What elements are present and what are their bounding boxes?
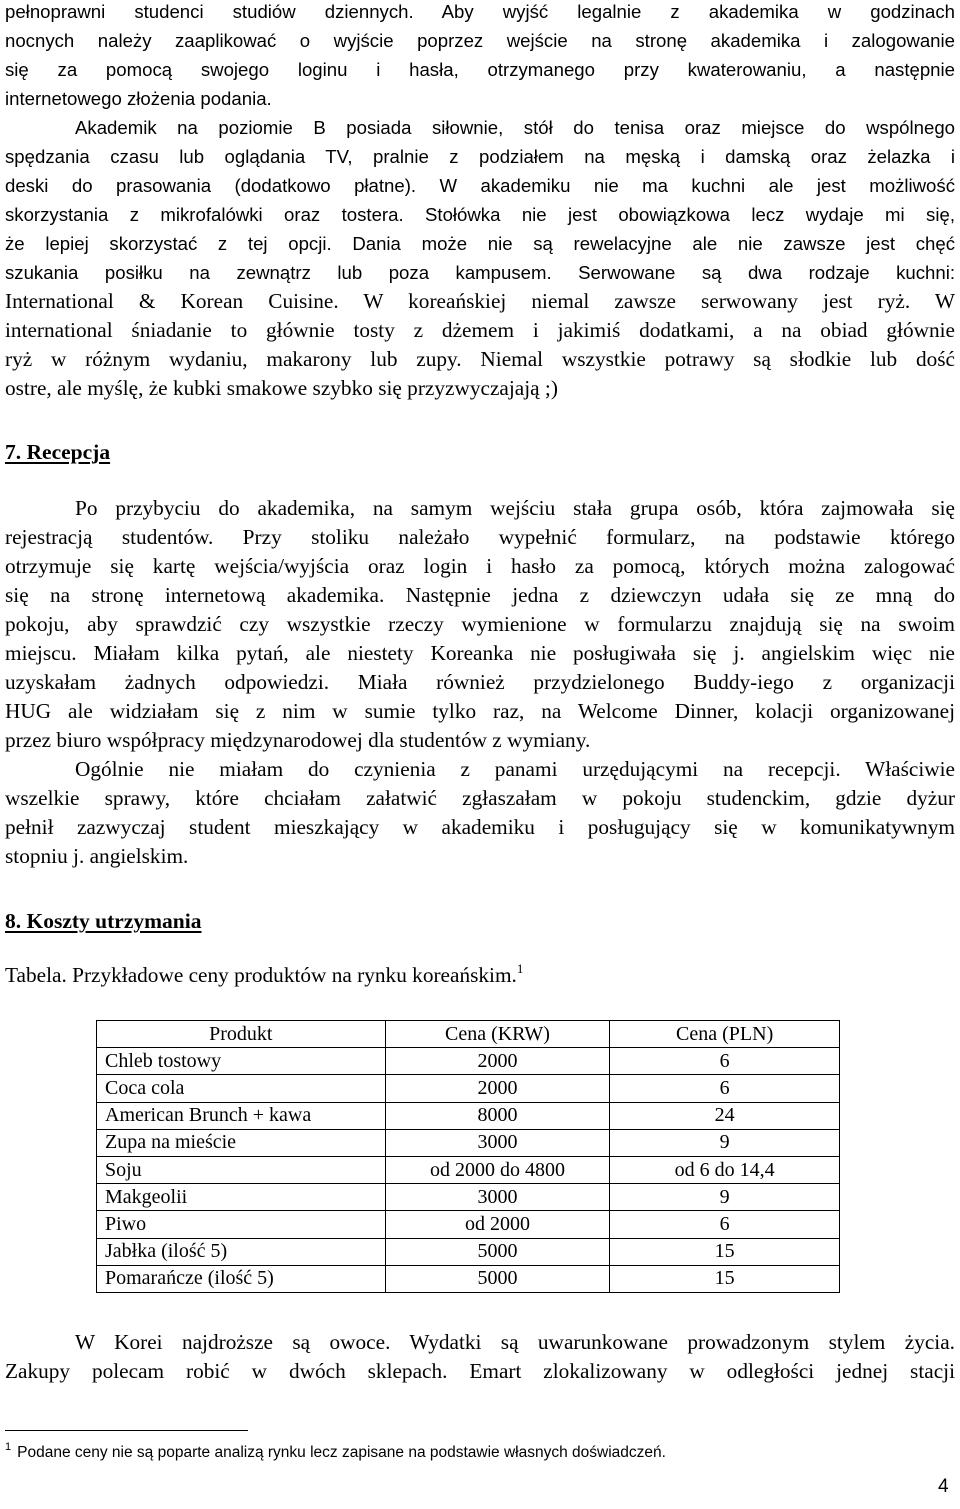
paragraph-line: pełnił zazwyczaj student mieszkający w akademiku i posługujący się w komunikatywnym [5,815,955,839]
price-pln-cell: 15 [610,1238,840,1265]
table-row [97,1184,840,1211]
product-cell: Zupa na mieście [97,1129,386,1156]
column-header: Cena (PLN) [610,1021,840,1048]
table-row [97,1102,840,1129]
paragraph-line: international śniadanie to głównie tosty z dżemem i jakimiś dodatkami, a na obiad głównie [5,318,955,342]
page-number: 4 [938,1476,949,1497]
paragraph-line: uzyskałam żadnych odpowiedzi. Miała również przydzielonego Buddy-iego z organizacji [5,670,955,694]
product-cell: Piwo [97,1211,386,1238]
paragraph-line: otrzymuje się kartę wejścia/wyjścia oraz login i hasło za pomocą, których można zalogować [5,554,955,578]
price-pln-cell: 6 [610,1048,840,1075]
paragraph-line: deski do prasowania (dodatkowo płatne). W akademiku nie ma kuchni ale jest możliwość [5,175,955,196]
price-krw-cell: 3000 [385,1129,610,1156]
paragraph-line: rejestracją studentów. Przy stoliku należało wypełnić formularz, na podstawie którego [5,525,955,549]
footnote-text: Podane ceny nie są poparte analizą rynku lecz zapisane na podstawie własnych doświadczeń. [17,1444,666,1461]
price-krw-cell: 8000 [385,1102,610,1129]
product-cell: Soju [97,1156,386,1183]
paragraph-line: wszelkie sprawy, które chciałam załatwić zgłaszałam w pokoju studenckim, gdzie dyżur [5,786,955,810]
footnote-ref: 1 [516,961,524,976]
table-row [97,1156,840,1183]
product-cell: Makgeolii [97,1184,386,1211]
price-pln-cell: 15 [610,1265,840,1292]
paragraph-line: ryż w różnym wydaniu, makarony lub zupy. Niemal wszystkie potrawy są słodkie lub dość [5,347,955,371]
footnote-separator [5,1430,248,1431]
price-pln-cell: 6 [610,1075,840,1102]
price-pln-cell: 6 [610,1211,840,1238]
product-cell: Jabłka (ilość 5) [97,1238,386,1265]
table-row [97,1075,840,1102]
paragraph-line: się za pomocą swojego loginu i hasła, otrzymanego przy kwaterowaniu, a następnie [5,59,955,80]
paragraph-line: pokoju, aby sprawdzić czy wszystkie rzeczy wymienione w formularzu znajdują się na swoim [5,612,955,636]
paragraph-line: nocnych należy zaaplikować o wyjście poprzez wejście na stronę akademika i zalogowanie [5,30,955,51]
price-pln-cell: od 6 do 14,4 [610,1156,840,1183]
price-krw-cell: od 2000 [385,1211,610,1238]
price-krw-cell: 3000 [385,1184,610,1211]
price-krw-cell: 5000 [385,1265,610,1292]
price-krw-cell: od 2000 do 4800 [385,1156,610,1183]
table-row [97,1238,840,1265]
table-caption [5,961,523,988]
price-krw-cell: 2000 [385,1048,610,1075]
column-header: Produkt [97,1021,386,1048]
paragraph-line: szukania posiłku na zewnątrz lub poza kampusem. Serwowane są dwa rodzaje kuchni: [5,262,955,283]
product-cell: Chleb tostowy [97,1048,386,1075]
price-krw-cell: 2000 [385,1075,610,1102]
product-cell: Pomarańcze (ilość 5) [97,1265,386,1292]
paragraph-line: HUG ale widziałam się z nim w sumie tylko raz, na Welcome Dinner, kolacji organizowanej [5,699,955,723]
paragraph-line: W Korei najdroższe są owoce. Wydatki są uwarunkowane prowadzonym stylem życia. [75,1330,955,1354]
price-pln-cell: 24 [610,1102,840,1129]
table-header-row [97,1021,840,1048]
footnote-number: 1 [5,1441,12,1453]
footnote [5,1437,666,1463]
table-row [97,1265,840,1292]
paragraph-line: przez biuro współpracy międzynarodowej dla studentów z wymiany. [5,728,591,752]
paragraph-line: pełnoprawni studenci studiów dziennych. Aby wyjść legalnie z akademika w godzinach [5,1,955,22]
table-row [97,1211,840,1238]
section-heading: 8. Koszty utrzymania [5,909,202,933]
paragraph-line: spędzania czasu lub oglądania TV, pralnie z podziałem na męską i damską oraz żelazka i [5,146,955,167]
product-cell: Coca cola [97,1075,386,1102]
price-pln-cell: 9 [610,1184,840,1211]
paragraph-line: Po przybyciu do akademika, na samym wejściu stała grupa osób, która zajmowała się [75,496,955,520]
paragraph-line: Zakupy polecam robić w dwóch sklepach. Emart zlokalizowany w odległości jednej stacji [5,1359,955,1383]
table-row [97,1129,840,1156]
paragraph-line: Akademik na poziomie B posiada siłownie, stół do tenisa oraz miejsce do wspólnego [75,117,955,138]
column-header: Cena (KRW) [385,1021,610,1048]
paragraph-line: miejscu. Miałam kilka pytań, ale niestety Koreanka nie posługiwała się j. angielskim więc nie [5,641,955,665]
price-table [96,1020,840,1293]
paragraph-line: się na stronę internetową akademika. Następnie jedna z dziewczyn udała się ze mną do [5,583,955,607]
paragraph-line: ostre, ale myślę, że kubki smakowe szybko się przyzwyczajają ;) [5,376,558,400]
section-heading: 7. Recepcja [5,440,111,464]
table-row [97,1048,840,1075]
paragraph-line: International & Korean Cuisine. W koreańskiej niemal zawsze serwowany jest ryż. W [5,289,955,313]
price-pln-cell: 9 [610,1129,840,1156]
paragraph-line: stopniu j. angielskim. [5,844,189,868]
paragraph-line: skorzystania z mikrofalówki oraz tostera. Stołówka nie jest obowiązkowa lecz wydaje mi się, [5,204,955,225]
paragraph-line: Ogólnie nie miałam do czynienia z panami urzędującymi na recepcji. Właściwie [75,757,955,781]
paragraph-line: że lepiej skorzystać z tej opcji. Dania może nie są rewelacyjne ale nie zawsze jest chęć [5,233,955,254]
paragraph-line: internetowego złożenia podania. [5,88,272,109]
product-cell: American Brunch + kawa [97,1102,386,1129]
price-krw-cell: 5000 [385,1238,610,1265]
caption-text: Tabela. Przykładowe ceny produktów na rynku koreańskim. [5,963,517,987]
